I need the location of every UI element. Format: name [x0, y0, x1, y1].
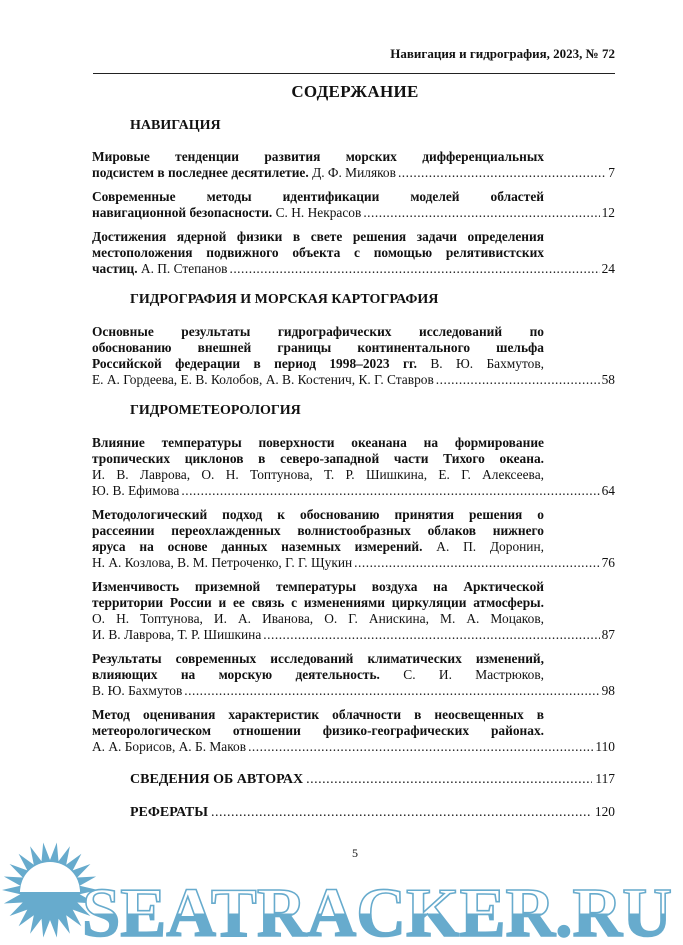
- entry-last-text: [92, 683, 182, 699]
- entry-title-text: Достижения ядерной физики в свете решения задачи определения: [92, 229, 544, 244]
- entry-last-line: [92, 739, 615, 755]
- dot-leader: [184, 683, 599, 699]
- entry-authors: А. П. Доронин,: [422, 539, 544, 554]
- entry-last-line: [92, 555, 615, 571]
- entry-line: [92, 451, 544, 467]
- table-of-contents: [92, 118, 615, 820]
- entry-line: [92, 340, 544, 356]
- entry-title-text: Результаты современных исследований климатических изменений,: [92, 651, 544, 666]
- toc-entry[interactable]: [92, 324, 615, 388]
- running-header: Навигация и гидрография, 2023, № 72: [390, 46, 615, 61]
- page-title: СОДЕРЖАНИЕ: [291, 82, 419, 101]
- entry-last-text: [92, 627, 261, 643]
- entry-line: [92, 707, 544, 723]
- entry-last-line: [92, 165, 615, 181]
- entry-authors: В. Ю. Бахмутов,: [416, 356, 544, 371]
- entry-last-line: [92, 205, 615, 221]
- entry-last-text: [92, 372, 434, 388]
- page-ref: 98: [601, 683, 615, 698]
- entry-title-text: Мировые тенденции развития морских дифференциальных: [92, 149, 544, 164]
- toc-entry[interactable]: [92, 189, 615, 221]
- entry-authors: А. П. Степанов: [137, 261, 228, 276]
- entry-title-text: подсистем в последнее десятилетие.: [92, 165, 309, 180]
- watermark-text: SEATRACKER.RU: [82, 875, 672, 945]
- dot-leader: [229, 261, 599, 277]
- dot-leader: [211, 805, 592, 821]
- toc-entry[interactable]: [92, 229, 615, 277]
- entry-title-text: Методологический подход к обоснованию принятия решения о: [92, 507, 544, 522]
- entry-line: [92, 651, 544, 667]
- entry-line: [92, 611, 544, 627]
- entry-line: [92, 356, 544, 372]
- entry-line: [92, 723, 544, 739]
- entry-last-line: [92, 627, 615, 643]
- toc-tail-item[interactable]: [130, 771, 615, 787]
- entry-authors: Д. Ф. Миляков: [308, 165, 396, 180]
- page-ref: 64: [601, 483, 615, 498]
- watermark-logo: [0, 840, 683, 945]
- toc-entry[interactable]: [92, 149, 615, 181]
- entry-title-text: навигационной безопасности.: [92, 205, 273, 220]
- header-rule: [93, 73, 615, 74]
- page-ref: 24: [601, 261, 615, 276]
- dot-leader: [181, 483, 599, 499]
- entry-authors: О. Н. Топтунова, И. А. Иванова, О. Г. Анискина, М. А. Моцаков,: [92, 611, 544, 626]
- entry-line: [92, 579, 544, 595]
- entry-title-text: яруса на основе данных наземных измерений.: [92, 539, 423, 554]
- dot-leader: [306, 772, 592, 788]
- entry-line: [92, 435, 544, 451]
- entry-last-text: [92, 739, 246, 755]
- entry-line: [92, 667, 544, 683]
- entry-title-text: местоположения подвижного объекта с помощью релятивистских: [92, 245, 544, 260]
- page-ref: 117: [595, 771, 615, 786]
- entry-title-text: рассеянии переохлажденных волнистообразных облаков нижнего: [92, 523, 544, 538]
- entry-title-text: частиц.: [92, 261, 138, 276]
- toc-entry[interactable]: [92, 579, 615, 643]
- dot-leader: [354, 555, 599, 571]
- entry-authors: В. Ю. Бахмутов: [92, 683, 183, 698]
- entry-authors: С. И. Мастрюков,: [379, 667, 544, 682]
- entry-title-text: Российской федерации в период 1998–2023 гг.: [92, 356, 417, 371]
- dot-leader: [398, 165, 606, 181]
- dot-leader: [263, 627, 599, 643]
- entry-title-text: Основные результаты гидрографических исследований по: [92, 324, 544, 339]
- entry-authors: Ю. В. Ефимова: [92, 483, 180, 498]
- entry-title-text: территории России и ее связь с изменениями циркуляции атмосферы.: [92, 595, 544, 610]
- entry-authors: И. В. Лаврова, Т. Р. Шишкина: [92, 627, 262, 642]
- entry-last-text: [92, 555, 352, 571]
- dot-leader: [363, 205, 599, 221]
- entry-title-text: Метод оценивания характеристик облачности в неосвещенных в: [92, 707, 544, 722]
- entry-line: [92, 507, 544, 523]
- entry-last-text: [92, 483, 179, 499]
- entry-authors: А. А. Борисов, А. Б. Маков: [92, 739, 247, 754]
- toc-entry[interactable]: [92, 651, 615, 699]
- entry-authors: Е. А. Гордеева, Е. В. Колобов, А. В. Костенич, К. Г. Ставров: [92, 372, 434, 387]
- entry-line: [92, 523, 544, 539]
- entry-line: [92, 595, 544, 611]
- toc-entry[interactable]: [92, 507, 615, 571]
- entry-title-text: влияющих на морскую деятельность.: [92, 667, 380, 682]
- entry-line: [92, 245, 544, 261]
- entry-line: [92, 539, 544, 555]
- page-ref: 76: [601, 555, 615, 570]
- entry-title-text: Влияние температуры поверхности океанана на формирование: [92, 435, 544, 450]
- entry-title-text: Изменчивость приземной температуры воздуха на Арктической: [92, 579, 544, 594]
- dot-leader: [436, 372, 600, 388]
- section-heading: НАВИГАЦИЯ: [130, 118, 221, 133]
- tail-label: СВЕДЕНИЯ ОБ АВТОРАХ: [130, 772, 304, 787]
- toc-entry[interactable]: [92, 707, 615, 755]
- entry-authors: Н. А. Козлова, В. М. Петроченко, Г. Г. Щукин: [92, 555, 353, 570]
- entry-last-line: [92, 372, 615, 388]
- entry-title-text: обоснованию внешней границы континентального шельфа: [92, 340, 544, 355]
- tail-label: РЕФЕРАТЫ: [130, 805, 208, 820]
- section-heading: ГИДРОГРАФИЯ И МОРСКАЯ КАРТОГРАФИЯ: [130, 292, 439, 307]
- toc-entry[interactable]: [92, 435, 615, 499]
- entry-title-text: тропических циклонов в северо-западной части Тихого океана.: [92, 451, 544, 466]
- dot-leader: [248, 739, 593, 755]
- page-ref: 120: [594, 804, 615, 819]
- entry-line: [92, 467, 544, 483]
- entry-line: [92, 149, 544, 165]
- entry-line: [92, 229, 544, 245]
- entry-line: [92, 324, 544, 340]
- entry-authors: И. В. Лаврова, О. Н. Топтунова, Т. Р. Шишкина, Е. Г. Алексеева,: [92, 467, 544, 482]
- entry-title-text: Современные методы идентификации моделей областей: [92, 189, 544, 204]
- page-ref: 12: [601, 205, 615, 220]
- section-heading: ГИДРОМЕТЕОРОЛОГИЯ: [130, 403, 301, 418]
- page-ref: 110: [595, 739, 615, 754]
- toc-tail-item[interactable]: [130, 804, 615, 820]
- entry-line: [92, 189, 544, 205]
- entry-last-text: [92, 165, 396, 181]
- entry-authors: С. Н. Некрасов: [272, 205, 362, 220]
- page-ref: 87: [601, 627, 615, 642]
- entry-last-line: [92, 483, 615, 499]
- entry-last-text: [92, 205, 361, 221]
- page-ref: 58: [601, 372, 615, 387]
- page-number: 5: [352, 846, 358, 860]
- page-ref: 7: [608, 165, 615, 180]
- entry-title-text: метеорологическом отношении физико-географических районах.: [92, 723, 544, 738]
- entry-last-line: [92, 683, 615, 699]
- entry-last-text: [92, 261, 227, 277]
- entry-last-line: [92, 261, 615, 277]
